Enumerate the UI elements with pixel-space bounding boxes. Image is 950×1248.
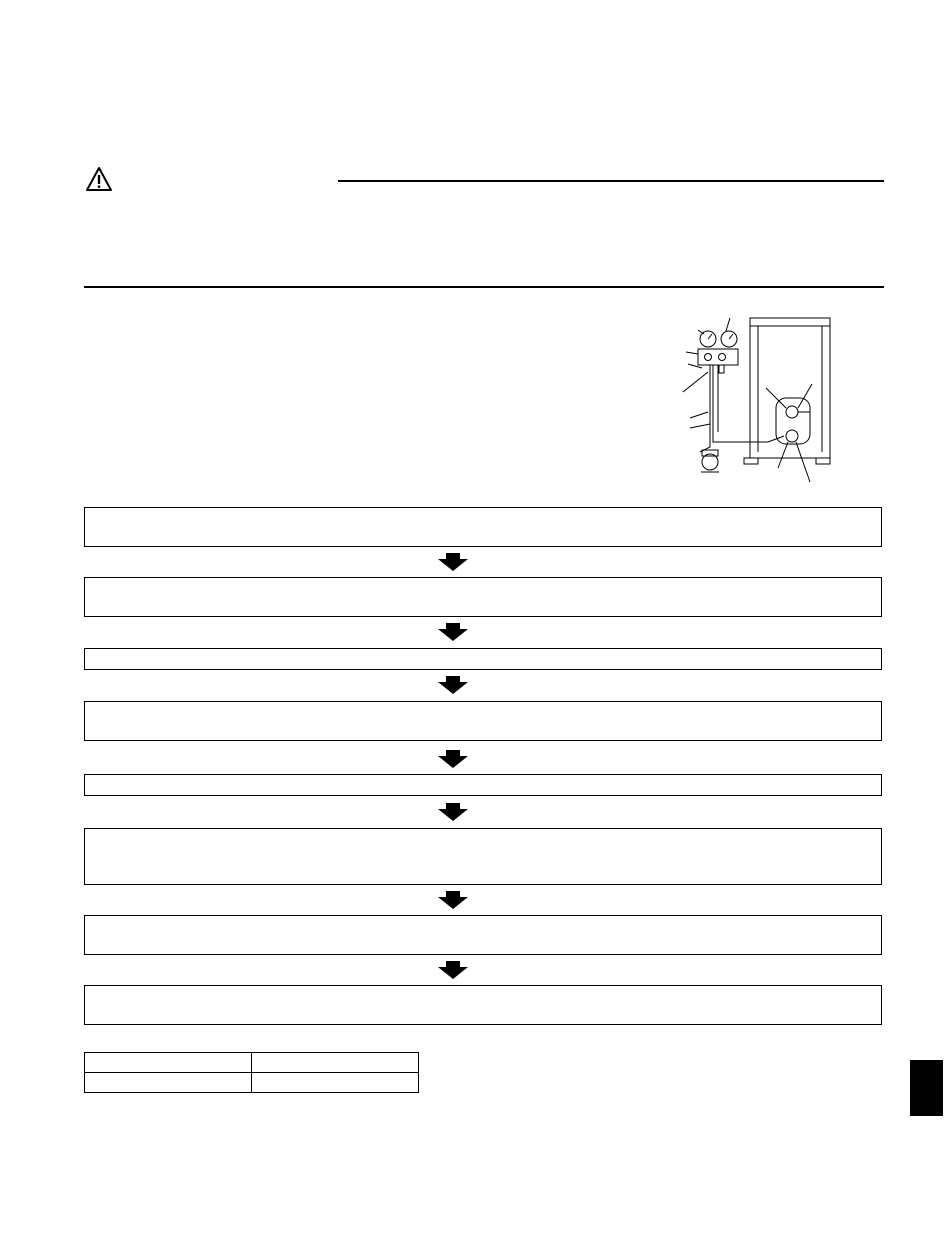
flow-step-3	[84, 648, 882, 670]
arrow-down-icon	[438, 891, 468, 909]
flow-step-8	[84, 985, 882, 1025]
arrow-down-icon	[438, 961, 468, 979]
flow-step-4	[84, 701, 882, 741]
table-row	[85, 1053, 419, 1073]
arrow-down-icon	[438, 676, 468, 694]
table-cell	[252, 1053, 419, 1073]
arrow-down-icon	[438, 803, 468, 821]
section-tab	[910, 1060, 943, 1116]
table-cell	[85, 1073, 252, 1093]
arrow-down-icon	[438, 553, 468, 571]
warning-rule	[338, 180, 884, 182]
table-cell	[252, 1073, 419, 1093]
warning-triangle-icon	[85, 166, 113, 192]
spec-table	[84, 1052, 419, 1093]
flow-step-7	[84, 915, 882, 955]
section-rule	[84, 286, 884, 288]
arrow-down-icon	[438, 623, 468, 641]
table-cell	[85, 1053, 252, 1073]
table-row	[85, 1073, 419, 1093]
vacuum-pump-manifold-gauge-outdoor-unit-diagram	[668, 312, 848, 492]
flow-step-6	[84, 828, 882, 885]
arrow-down-icon	[438, 750, 468, 768]
flow-step-2	[84, 577, 882, 617]
flow-step-5	[84, 774, 882, 796]
flow-step-1	[84, 507, 882, 547]
